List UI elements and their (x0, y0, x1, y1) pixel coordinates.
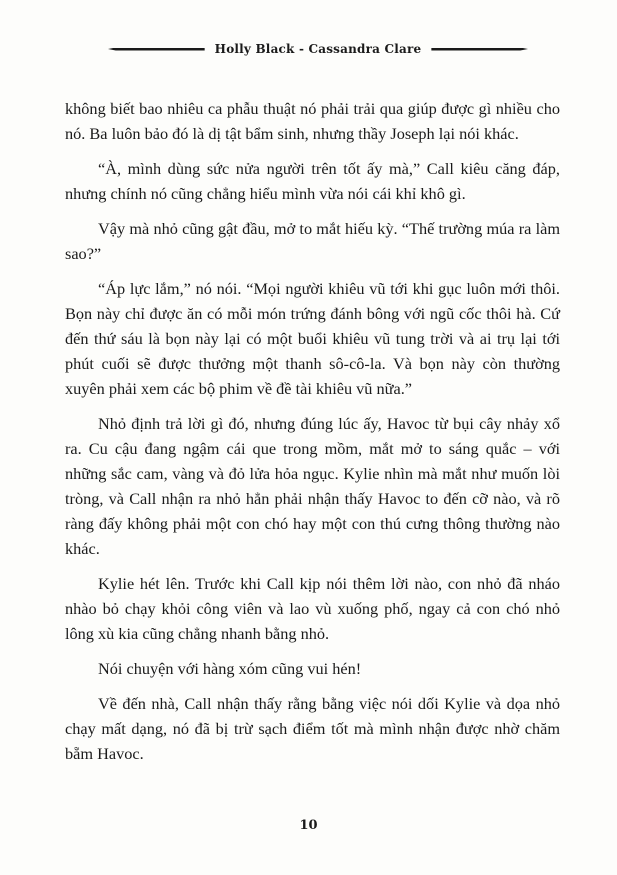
body-text (65, 96, 560, 776)
running-header (108, 38, 528, 60)
paragraph-1: không biết bao nhiêu ca phẫu thuật nó phải trải qua giúp được gì nhiều cho nó. Ba luôn bảo đó là dị tật bẩm sinh, nhưng thầy Joseph lại nói khác. (65, 99, 560, 143)
paragraph-3: Vậy mà nhỏ cũng gật đầu, mở to mắt hiếu kỳ. “Thế trường múa ra làm sao?” (65, 219, 560, 263)
paragraph-8: Về đến nhà, Call nhận thấy rằng bằng việc nói dối Kylie và dọa nhỏ chạy mất dạng, nó đã bị trừ sạch điểm tốt mà mình nhận được nhờ chăm bẵm Havoc. (65, 694, 560, 763)
paragraph-6: Kylie hét lên. Trước khi Call kịp nói thêm lời nào, con nhỏ đã nháo nhào bỏ chạy khỏi công viên và lao vù xuống phố, ngay cả con chó nhỏ lông xù kia cũng chẳng nhanh bằng nhỏ. (65, 574, 560, 643)
paragraph-7: Nói chuyện với hàng xóm cũng vui hén! (98, 659, 362, 678)
running-title: Holly Black - Cassandra Clare (214, 42, 422, 56)
paragraph-2: “À, mình dùng sức nửa người trên tốt ấy mà,” Call kiêu căng đáp, nhưng chính nó cũng chẳng hiểu mình vừa nói cái khỉ khô gì. (65, 159, 560, 203)
page-number: 10 (299, 818, 318, 833)
paragraph-5: Nhỏ định trả lời gì đó, nhưng đúng lúc ấy, Havoc từ bụi cây nhảy xổ ra. Cu cậu đang ngậm cái que trong mồm, mắt mở to sáng quắc – với những sắc cam, vàng và đỏ lửa hỏa ngục. Kylie nhìn mà mắt như muốn lòi tròng, và Call nhận ra nhỏ hẳn phải nhận thấy Havoc to đến cỡ nào, và rõ ràng đấy không phải một con chó hay một con thú cưng thông thường nào khác. (65, 414, 560, 558)
paragraph-4: “Áp lực lắm,” nó nói. “Mọi người khiêu vũ tới khi gục luôn mới thôi. Bọn này chỉ được ăn có mỗi món trứng đánh bông với ngũ cốc thôi hà. Cứ đến thứ sáu là bọn này lại có một buổi khiêu vũ tung trời và ai trụ lại tới phút cuối sẽ được thưởng một thanh sô-cô-la. Và bọn này còn thường xuyên phải xem các bộ phim về đề tài khiêu vũ nữa.” (65, 279, 560, 398)
